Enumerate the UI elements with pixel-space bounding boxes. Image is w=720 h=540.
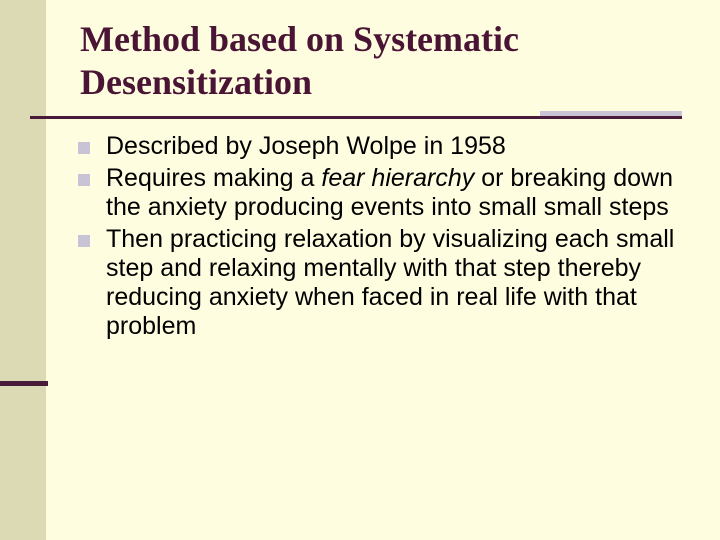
title-rule (30, 116, 682, 119)
square-bullet-icon (78, 142, 90, 154)
slide-title: Method based on Systematic Desensitization (80, 19, 519, 102)
left-accent-bar (0, 381, 48, 386)
bullet-list (78, 132, 698, 344)
bullet-text: Requires making a (106, 164, 322, 192)
square-bullet-icon (78, 174, 90, 186)
bullet-text: Then practicing relaxation by visualizing each small step and relaxing mentally with that step thereby reducing anxiety when faced in real life with that problem (106, 225, 675, 340)
bullet-text: or breaking down the anxiety producing events into small small steps (106, 164, 673, 221)
bullet-item (78, 164, 698, 222)
emphasized-term: fear hierarchy (321, 164, 475, 192)
bullet-item (78, 225, 698, 341)
bullet-text: Described by Joseph Wolpe in 1958 (106, 132, 506, 160)
left-decorative-band (0, 0, 46, 540)
bullet-item (78, 132, 698, 161)
square-bullet-icon (78, 235, 90, 247)
